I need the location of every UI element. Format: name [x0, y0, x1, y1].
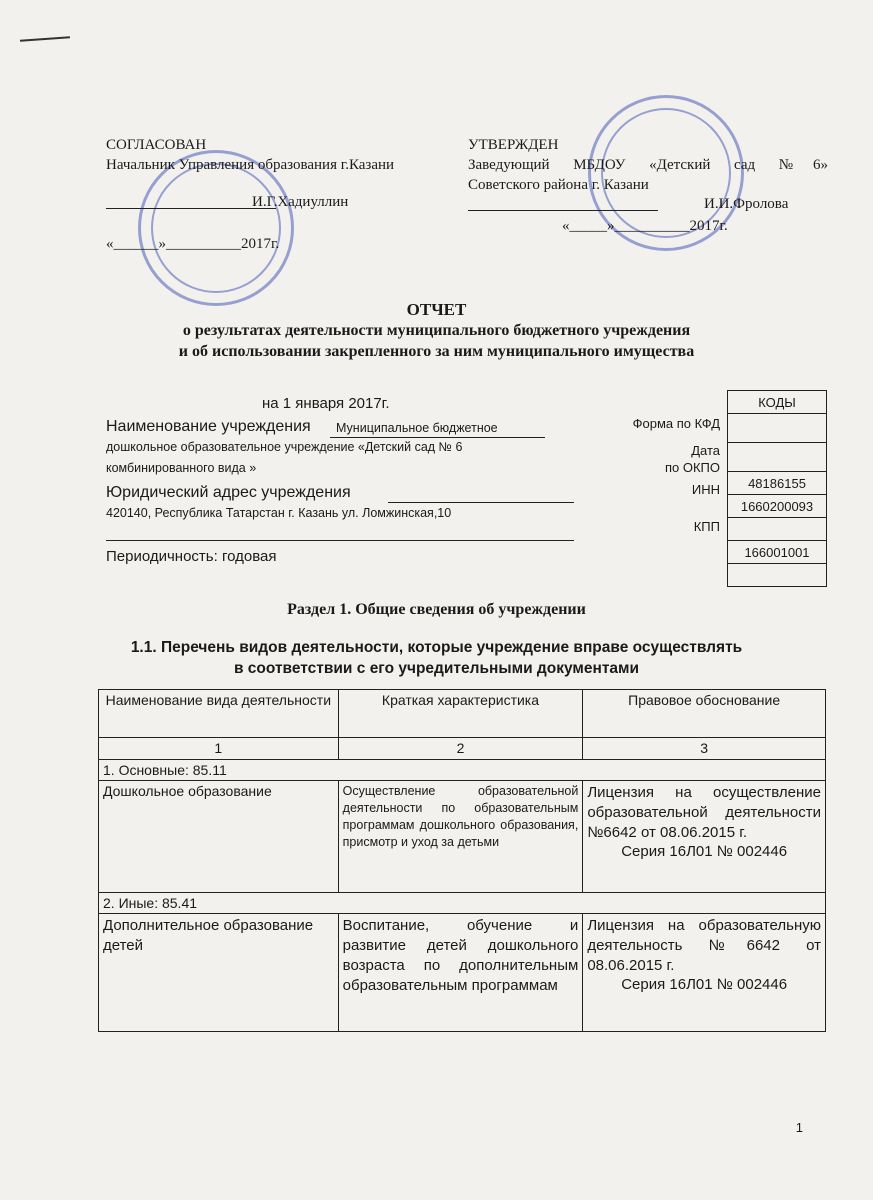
header-activity-name: Наименование вида деятельности — [99, 690, 339, 738]
date-label: Дата — [691, 443, 720, 458]
group-main: 1. Основные: 85.11 — [99, 760, 826, 781]
code-kpp: 166001001 — [728, 541, 827, 564]
col-number-3: 3 — [583, 738, 826, 760]
report-subtitle-1: о результатах деятельности муниципального бюджетного учреждения — [182, 322, 691, 339]
address-label: Юридический адрес учреждения — [106, 484, 351, 501]
approved-name: И.И.Фролова — [704, 196, 789, 212]
kpp-label: КПП — [693, 519, 720, 534]
agreed-signature-line — [106, 208, 276, 209]
row2-legal: Лицензия на образовательную деятельность №6642 от 08.06.2015 г. — [587, 917, 821, 974]
institution-name-underline — [330, 437, 545, 438]
page-number: 1 — [795, 1120, 803, 1135]
section-sub-2: в соответствии с его учредительными документами — [233, 660, 640, 677]
okpo-label: по ОКПО — [664, 460, 720, 475]
code-blank-2 — [728, 564, 827, 587]
institution-name-label: Наименование учреждения — [106, 418, 311, 435]
address-underline-2 — [106, 540, 574, 541]
header-legal: Правовое обоснование — [583, 690, 826, 738]
address-value: 420140, Республика Татарстан г. Казань ул. Ломжинская,10 — [106, 506, 452, 520]
agreed-title: СОГЛАСОВАН — [106, 137, 207, 153]
institution-name-value-2: дошкольное образовательное учреждение «Детский сад № 6 — [106, 440, 463, 454]
row2-series: Серия 16Л01 № 002446 — [621, 976, 788, 993]
header-description: Краткая характеристика — [338, 690, 583, 738]
row1-legal-cell — [583, 781, 826, 893]
row2-name: Дополнительное образование детей — [99, 914, 339, 1032]
institution-name-value-1: Муниципальное бюджетное — [336, 421, 498, 435]
report-subtitle-2: и об использовании закрепленного за ним муниципального имущества — [178, 343, 695, 360]
code-date — [728, 443, 827, 472]
scan-mark — [20, 36, 70, 41]
code-blank — [728, 518, 827, 541]
code-form — [728, 414, 827, 443]
code-okpo: 48186155 — [728, 472, 827, 495]
group-other: 2. Иные: 85.41 — [99, 893, 826, 914]
agreed-name: И.Г.Хадиуллин — [252, 194, 349, 210]
agreed-date: «______»__________2017г. — [106, 236, 280, 252]
approved-position-2: Советского района г. Казани — [468, 177, 649, 193]
report-title: ОТЧЕТ — [406, 300, 467, 319]
row1-legal: Лицензия на осуществление образовательной деятельности №6642 от 08.06.2015 г. — [587, 784, 821, 841]
section-sub-1: 1.1. Перечень видов деятельности, которые учреждение вправе осуществлять — [130, 639, 743, 656]
inn-label: ИНН — [691, 482, 720, 497]
approved-title: УТВЕРЖДЕН — [468, 137, 559, 153]
approved-signature-line — [468, 210, 658, 211]
approved-date: «_____»__________2017г. — [562, 218, 728, 234]
row2-legal-cell — [583, 914, 826, 1032]
col-number-1: 1 — [99, 738, 339, 760]
row1-series: Серия 16Л01 № 002446 — [621, 843, 788, 860]
row1-name: Дошкольное образование — [99, 781, 339, 893]
codes-table — [727, 390, 827, 587]
activities-table — [98, 689, 826, 1032]
address-underline — [388, 502, 574, 503]
row2-desc: Воспитание, обучение и развитие детей дошкольного возраста по дополнительным образовательным программам — [338, 914, 583, 1032]
form-kfd-label: Форма по КФД — [632, 416, 720, 431]
agreed-position: Начальник Управления образования г.Казани — [106, 157, 395, 173]
code-inn: 1660200093 — [728, 495, 827, 518]
section-title: Раздел 1. Общие сведения об учреждении — [287, 601, 586, 618]
col-number-2: 2 — [338, 738, 583, 760]
report-date: на 1 января 2017г. — [262, 395, 390, 412]
institution-name-value-3: комбинированного вида » — [106, 461, 257, 475]
codes-header: КОДЫ — [728, 391, 827, 414]
approved-position: Заведующий МБДОУ «Детский сад №6» — [468, 157, 828, 173]
periodicity: Периодичность: годовая — [106, 548, 277, 565]
row1-desc: Осуществление образовательной деятельности по образовательным программам дошкольного образования, присмотр и уход за детьми — [338, 781, 583, 893]
